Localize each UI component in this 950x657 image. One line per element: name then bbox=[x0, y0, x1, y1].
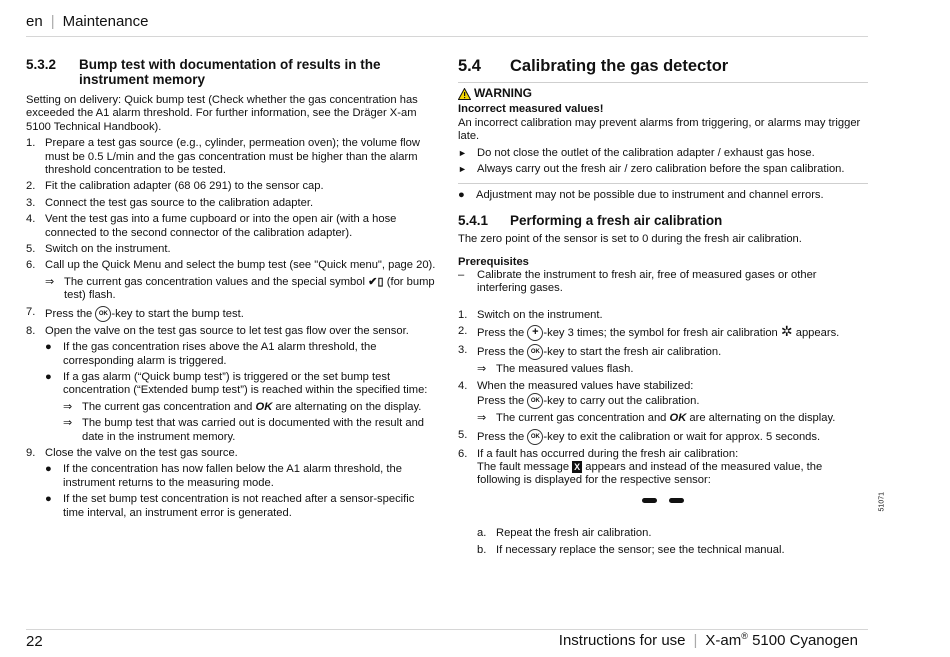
left-column bbox=[26, 57, 438, 523]
step-6-result: ⇒ The current gas concentration values and the special symbol ✔▯ (for bump test) flash. bbox=[45, 275, 435, 302]
dash-icon bbox=[642, 498, 657, 503]
section-heading-5-4-1: 5.4.1 Performing a fresh air calibration bbox=[458, 212, 723, 228]
note: ● Adjustment may not be possible due to instrument and channel errors. bbox=[458, 189, 824, 202]
action-triangle-icon: ► bbox=[458, 147, 467, 158]
section-number: 5.3.2 bbox=[26, 57, 57, 72]
step-7: 7. Press the OK -key to start the bump test. bbox=[26, 306, 438, 322]
fresh-air-step-1: 1. Switch on the instrument. bbox=[458, 308, 603, 321]
result-arrow-icon: ⇒ bbox=[477, 412, 487, 425]
result-arrow-icon: ⇒ bbox=[63, 417, 73, 430]
section-title: Bump test with documentation of results in the instrument memory bbox=[79, 57, 381, 87]
page-header bbox=[26, 13, 149, 30]
section-number: 5.4 bbox=[458, 57, 481, 75]
result-arrow-icon: ⇒ bbox=[63, 400, 73, 413]
ok-key-icon: OK bbox=[95, 306, 111, 322]
footer-doc-title: Instructions for use | X-am® 5100 Cyanogen bbox=[558, 631, 858, 649]
result-arrow-icon: ⇒ bbox=[477, 363, 487, 376]
header-rule bbox=[26, 36, 868, 37]
prerequisites-label: Prerequisites bbox=[458, 255, 529, 268]
section-heading-5-4 bbox=[458, 57, 868, 83]
plus-key-icon: + bbox=[527, 325, 543, 341]
step-9-bullet-1: ● If the concentration has now fallen below the A1 alarm threshold, the instrument returns to the measuring mode. bbox=[45, 463, 402, 489]
warning-action-2: ► Always carry out the fresh air / zero calibration before the span calibration. bbox=[458, 163, 845, 176]
step-1: 1. Prepare a test gas source (e.g., cylinder, permeation oven); the volume flow must be 0.5 L/min and the gas concentration must be higher than the alarm threshold concentration to be tested. bbox=[26, 137, 420, 177]
fresh-air-step-4-result: ⇒ The current gas concentration and OK are alternating on the display. bbox=[477, 412, 836, 425]
fresh-air-step-3: 3. Press the OK -key to start the fresh air calibration. bbox=[458, 344, 868, 360]
step-8-bullet-1: ● If the gas concentration rises above the A1 alarm threshold, the corresponding alarm is triggered. bbox=[45, 341, 377, 367]
section-heading-5-3-2 bbox=[26, 57, 438, 87]
section-title: Calibrating the gas detector bbox=[510, 57, 729, 75]
header-separator: | bbox=[50, 13, 55, 30]
fresh-air-step-2: 2. Press the + -key 3 times; the symbol for fresh air calibration ✲ appears. bbox=[458, 325, 868, 341]
step-8-bullet-2: ● If a gas alarm (“Quick bump test”) is triggered or the set bump test concentration (“Extended bump test”) is reached within the specified time: bbox=[45, 370, 428, 397]
step-3: 3. Connect the test gas source to the calibration adapter. bbox=[26, 196, 314, 209]
step-9-bullet-2: ● If the set bump test concentration is not reached after a sensor-specific time interval, an instrument error is generated. bbox=[45, 493, 415, 519]
sensor-display-dashes bbox=[458, 494, 868, 507]
action-triangle-icon: ► bbox=[458, 164, 467, 175]
ok-key-icon: OK bbox=[527, 429, 543, 445]
fault-action-b: b. If necessary replace the sensor; see the technical manual. bbox=[477, 543, 785, 556]
fault-action-a: a. Repeat the fresh air calibration. bbox=[477, 527, 652, 540]
fresh-air-step-6: 6. If a fault has occurred during the fresh air calibration: The fault message X appears and instead of the measured value, the following is displayed for the respective sensor: bbox=[458, 447, 823, 487]
prerequisite-1: – Calibrate the instrument to fresh air, free of measured gases or other interfering gases. bbox=[458, 269, 817, 295]
step-8-result-1: ⇒ The current gas concentration and OK are alternating on the display. bbox=[63, 400, 422, 413]
subsection-intro: The zero point of the sensor is set to 0 during the fresh air calibration. bbox=[458, 233, 802, 246]
dash-icon bbox=[669, 498, 684, 503]
fresh-air-step-4: 4. When the measured values have stabilized: Press the OK -key to carry out the calibration. bbox=[458, 380, 868, 409]
header-section: Maintenance bbox=[62, 13, 149, 30]
language-code: en bbox=[26, 13, 43, 30]
step-4: 4. Vent the test gas into a fume cupboard or into the open air (with a hose connected to the second connector of the calibration adapter). bbox=[26, 213, 397, 239]
warning-heading: Incorrect measured values! bbox=[458, 103, 604, 116]
warning-text: An incorrect calibration may prevent alarms from triggering, or alarms may trigger late. bbox=[458, 116, 861, 143]
ok-key-icon: OK bbox=[527, 393, 543, 409]
page-number: 22 bbox=[26, 633, 43, 650]
step-2: 2. Fit the calibration adapter (68 06 291) to the sensor cap. bbox=[26, 180, 324, 193]
warning-box bbox=[458, 87, 868, 184]
result-arrow-icon: ⇒ bbox=[45, 275, 55, 288]
step-5: 5. Switch on the instrument. bbox=[26, 243, 171, 256]
warning-action-1: ► Do not close the outlet of the calibration adapter / exhaust gas hose. bbox=[458, 146, 815, 159]
fresh-air-symbol-icon: ✲ bbox=[780, 323, 793, 340]
figure-code: 51071 bbox=[878, 492, 885, 512]
ok-key-icon: OK bbox=[527, 344, 543, 360]
warning-label: WARNING bbox=[458, 87, 868, 100]
intro-paragraph: Setting on delivery: Quick bump test (Check whether the gas concentration has exceeded the A1 alarm threshold. For further information, see the Dräger X-am 5100 Technical Handbook). bbox=[26, 94, 418, 133]
warning-icon bbox=[458, 88, 471, 100]
fresh-air-step-5: 5. Press the OK -key to exit the calibration or wait for approx. 5 seconds. bbox=[458, 429, 868, 445]
fresh-air-step-3-result: ⇒ The measured values flash. bbox=[477, 363, 634, 376]
footer-rule bbox=[26, 629, 868, 630]
bump-test-symbol-icon: ✔▯ bbox=[368, 275, 384, 288]
fault-message-icon: X bbox=[574, 462, 581, 472]
right-column bbox=[458, 57, 868, 560]
step-8-result-2: ⇒ The bump test that was carried out is documented with the result and date in the instrument memory. bbox=[63, 417, 425, 443]
step-9: 9. Close the valve on the test gas source. bbox=[26, 446, 238, 459]
step-8: 8. Open the valve on the test gas source to let test gas flow over the sensor. bbox=[26, 324, 409, 337]
step-6: 6. Call up the Quick Menu and select the bump test (see "Quick menu", page 20). bbox=[26, 259, 436, 272]
